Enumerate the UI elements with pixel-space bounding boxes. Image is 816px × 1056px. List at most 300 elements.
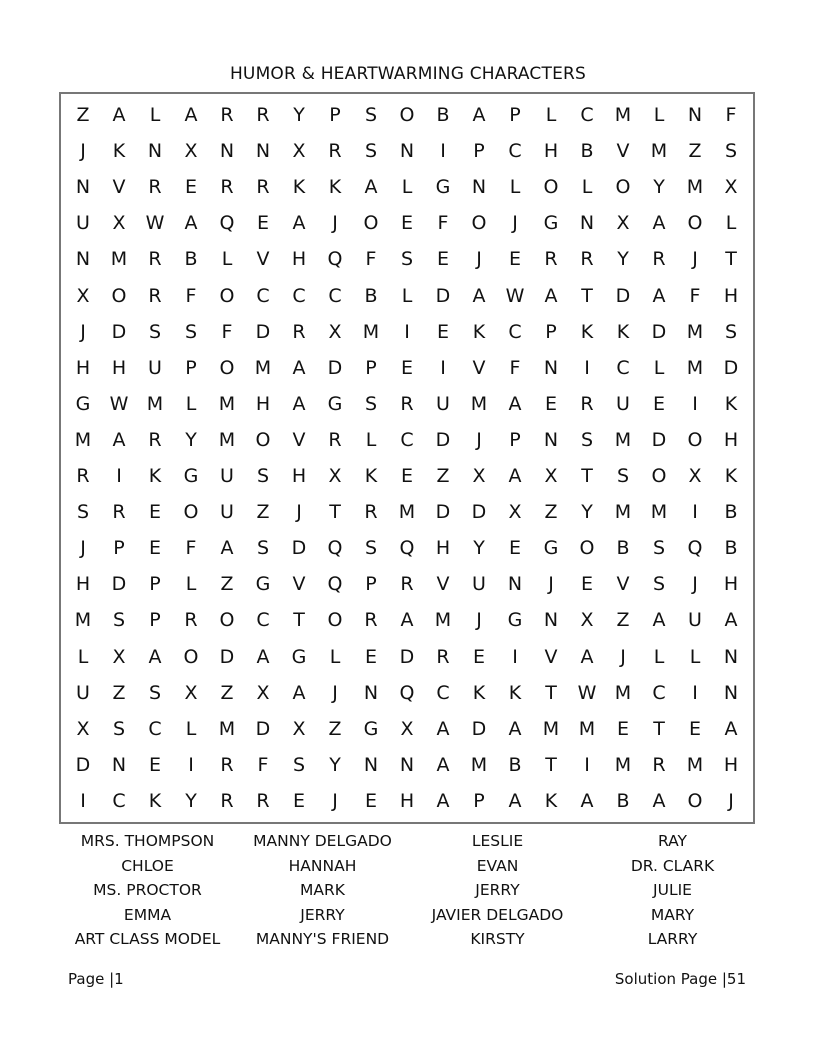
grid-letter: E [652, 392, 665, 415]
grid-letter: R [292, 320, 306, 343]
grid-letter: R [220, 176, 234, 199]
grid-letter: R [436, 645, 450, 668]
grid-letter: V [616, 573, 630, 596]
grid-letter: D [111, 573, 127, 596]
grid-letter: I [512, 645, 518, 668]
grid-letter: L [365, 428, 377, 451]
grid-letter: L [221, 248, 233, 271]
grid-letter: Y [185, 428, 197, 451]
grid-letter: F [257, 753, 269, 776]
grid-letter: C [436, 681, 450, 704]
grid-letter: K [328, 176, 342, 199]
grid-letter: K [148, 789, 162, 812]
grid-letter: U [76, 681, 90, 704]
grid-letter: F [437, 212, 449, 235]
grid-letter: K [472, 320, 486, 343]
grid-letter: M [74, 609, 92, 632]
grid-letter: D [471, 501, 487, 524]
grid-letter: A [508, 392, 522, 415]
grid-letter: I [584, 753, 590, 776]
grid-letter: F [185, 537, 197, 560]
grid-letter: D [327, 356, 343, 379]
grid-letter: N [363, 753, 379, 776]
grid-letter: E [400, 212, 413, 235]
grid-letter: A [292, 392, 306, 415]
page-title: HUMOR & HEARTWARMING CHARACTERS [229, 64, 587, 84]
grid-letter: C [508, 140, 522, 163]
grid-letter: D [255, 320, 271, 343]
word-list-item: JERRY [475, 881, 520, 899]
grid-letter: T [329, 501, 341, 524]
grid-letter: S [112, 717, 126, 740]
grid-letter: Z [76, 104, 90, 127]
grid-letter: T [545, 753, 557, 776]
grid-letter: S [364, 392, 378, 415]
grid-letter: E [184, 176, 197, 199]
grid-letter: A [508, 789, 522, 812]
grid-letter: X [184, 681, 198, 704]
grid-letter: N [399, 140, 415, 163]
grid-letter: N [687, 104, 703, 127]
grid-letter: M [686, 176, 704, 199]
grid-letter: A [220, 537, 234, 560]
grid-letter: T [725, 248, 737, 271]
grid-letter: R [652, 248, 666, 271]
grid-letter: F [689, 284, 701, 307]
grid-letter: C [580, 104, 594, 127]
grid-letter: A [472, 104, 486, 127]
grid-letter: C [256, 284, 270, 307]
grid-letter: O [183, 501, 199, 524]
grid-letter: Q [687, 537, 703, 560]
grid-letter: S [724, 320, 738, 343]
grid-letter: M [650, 140, 668, 163]
grid-letter: O [363, 212, 379, 235]
grid-letter: G [507, 609, 523, 632]
grid-letter: V [544, 645, 558, 668]
grid-letter: N [723, 645, 739, 668]
grid-letter: N [579, 212, 595, 235]
grid-letter: S [400, 248, 414, 271]
grid-letter: Z [112, 681, 126, 704]
word-list-item: ART CLASS MODEL [74, 930, 221, 948]
grid-letter: J [80, 320, 86, 343]
grid-letter: S [364, 140, 378, 163]
grid-letter: E [148, 501, 161, 524]
grid-letter: W [109, 392, 129, 415]
grid-letter: H [435, 537, 451, 560]
word-list-item: MS. PROCTOR [93, 881, 202, 899]
grid-letter: C [616, 356, 630, 379]
grid-letter: U [472, 573, 486, 596]
grid-letter: Z [220, 573, 234, 596]
grid-letter: A [436, 717, 450, 740]
grid-letter: N [723, 681, 739, 704]
grid-letter: J [332, 212, 338, 235]
grid-letter: D [291, 537, 307, 560]
grid-letter: P [365, 573, 377, 596]
grid-letter: F [365, 248, 377, 271]
grid-letter: X [688, 465, 702, 488]
grid-letter: Z [616, 609, 630, 632]
word-list-item: MRS. THOMPSON [80, 832, 215, 850]
grid-letter: K [508, 681, 522, 704]
grid-letter: U [220, 465, 234, 488]
grid-letter: I [692, 681, 698, 704]
grid-letter: J [692, 573, 698, 596]
grid-letter: M [686, 320, 704, 343]
grid-letter: M [650, 501, 668, 524]
grid-letter: W [577, 681, 597, 704]
word-list-item: MANNY DELGADO [253, 832, 392, 850]
grid-letter: I [116, 465, 122, 488]
grid-letter: C [292, 284, 306, 307]
word-search-grid-box [59, 92, 755, 824]
grid-letter: H [291, 465, 307, 488]
grid-letter: M [110, 248, 128, 271]
grid-letter: L [185, 717, 197, 740]
grid-letter: O [579, 537, 595, 560]
grid-letter: O [183, 645, 199, 668]
grid-letter: E [544, 392, 557, 415]
grid-letter: V [292, 428, 306, 451]
grid-letter: V [256, 248, 270, 271]
grid-letter: A [436, 753, 450, 776]
grid-letter: R [364, 501, 378, 524]
grid-letter: D [75, 753, 91, 776]
grid-letter: J [332, 681, 338, 704]
grid-letter: D [435, 284, 451, 307]
word-list-item: MANNY'S FRIEND [255, 930, 390, 948]
grid-letter: T [581, 284, 593, 307]
grid-letter: A [112, 428, 126, 451]
grid-letter: B [724, 537, 738, 560]
grid-letter: N [543, 356, 559, 379]
grid-letter: X [580, 609, 594, 632]
word-list-item: CHLOE [121, 856, 174, 875]
grid-letter: A [184, 104, 198, 127]
grid-letter: Q [399, 537, 415, 560]
grid-letter: M [614, 104, 632, 127]
grid-letter: O [219, 609, 235, 632]
grid-letter: X [724, 176, 738, 199]
grid-letter: H [255, 392, 271, 415]
grid-letter: X [544, 465, 558, 488]
grid-letter: J [476, 248, 482, 271]
grid-letter: B [364, 284, 378, 307]
grid-letter: A [508, 465, 522, 488]
grid-letter: B [724, 501, 738, 524]
grid-letter: P [149, 573, 161, 596]
grid-letter: I [440, 140, 446, 163]
word-search-grid [61, 94, 753, 822]
grid-letter: N [363, 681, 379, 704]
grid-letter: E [292, 789, 305, 812]
grid-letter: X [508, 501, 522, 524]
grid-letter: N [219, 140, 235, 163]
grid-letter: T [581, 465, 593, 488]
grid-letter: G [363, 717, 379, 740]
grid-letter: O [687, 428, 703, 451]
grid-letter: S [724, 140, 738, 163]
grid-letter: E [580, 573, 593, 596]
grid-letter: Z [544, 501, 558, 524]
grid-letter: K [616, 320, 630, 343]
grid-letter: R [580, 392, 594, 415]
grid-letter: E [616, 717, 629, 740]
word-list-item: KIRSTY [470, 930, 525, 948]
grid-letter: M [362, 320, 380, 343]
grid-letter: U [436, 392, 450, 415]
grid-letter: O [219, 284, 235, 307]
grid-letter: A [652, 284, 666, 307]
grid-letter: H [723, 573, 739, 596]
grid-letter: K [472, 681, 486, 704]
grid-letter: I [692, 501, 698, 524]
grid-letter: J [332, 789, 338, 812]
grid-letter: M [614, 501, 632, 524]
grid-letter: D [471, 717, 487, 740]
grid-letter: X [112, 645, 126, 668]
grid-letter: H [399, 789, 415, 812]
grid-letter: S [256, 465, 270, 488]
grid-letter: B [508, 753, 522, 776]
grid-letter: A [292, 212, 306, 235]
grid-letter: A [508, 717, 522, 740]
grid-letter: N [255, 140, 271, 163]
grid-letter: O [651, 465, 667, 488]
grid-letter: K [724, 465, 738, 488]
grid-letter: O [471, 212, 487, 235]
word-list-item: JERRY [300, 905, 345, 924]
grid-letter: C [148, 717, 162, 740]
grid-letter: A [148, 645, 162, 668]
grid-letter: Y [617, 248, 629, 271]
grid-letter: I [584, 356, 590, 379]
grid-letter: O [219, 356, 235, 379]
grid-letter: G [255, 573, 271, 596]
grid-letter: D [723, 356, 739, 379]
grid-letter: M [614, 753, 632, 776]
grid-letter: U [220, 501, 234, 524]
grid-letter: R [148, 176, 162, 199]
grid-letter: G [75, 392, 91, 415]
grid-letter: J [512, 212, 518, 235]
grid-letter: W [145, 212, 165, 235]
grid-letter: X [328, 465, 342, 488]
grid-letter: P [185, 356, 197, 379]
grid-letter: X [400, 717, 414, 740]
grid-letter: X [472, 465, 486, 488]
grid-letter: E [436, 320, 449, 343]
grid-letter: N [543, 428, 559, 451]
grid-letter: T [293, 609, 305, 632]
grid-letter: M [218, 392, 236, 415]
grid-letter: M [614, 428, 632, 451]
grid-letter: O [687, 212, 703, 235]
grid-letter: Q [327, 573, 343, 596]
grid-letter: F [509, 356, 521, 379]
grid-letter: G [291, 645, 307, 668]
grid-letter: P [545, 320, 557, 343]
grid-letter: Y [653, 176, 665, 199]
grid-letter: E [436, 248, 449, 271]
grid-letter: M [614, 681, 632, 704]
grid-letter: L [689, 645, 701, 668]
grid-letter: O [615, 176, 631, 199]
grid-letter: A [580, 645, 594, 668]
grid-letter: L [581, 176, 593, 199]
grid-letter: S [580, 428, 594, 451]
grid-letter: A [652, 789, 666, 812]
grid-letter: X [292, 717, 306, 740]
grid-letter: Q [327, 537, 343, 560]
grid-letter: C [508, 320, 522, 343]
grid-letter: D [111, 320, 127, 343]
grid-letter: R [400, 573, 414, 596]
grid-letter: X [76, 717, 90, 740]
grid-letter: O [327, 609, 343, 632]
grid-letter: U [148, 356, 162, 379]
grid-letter: C [328, 284, 342, 307]
grid-letter: R [544, 248, 558, 271]
grid-letter: P [509, 428, 521, 451]
grid-letter: L [77, 645, 89, 668]
grid-letter: A [436, 789, 450, 812]
grid-letter: R [652, 753, 666, 776]
grid-letter: D [651, 428, 667, 451]
grid-letter: H [723, 753, 739, 776]
grid-letter: L [185, 392, 197, 415]
grid-letter: R [328, 428, 342, 451]
grid-letter: H [75, 356, 91, 379]
grid-letter: A [580, 789, 594, 812]
grid-letter: L [653, 645, 665, 668]
grid-letter: F [221, 320, 233, 343]
grid-letter: U [76, 212, 90, 235]
grid-letter: M [146, 392, 164, 415]
grid-letter: I [188, 753, 194, 776]
grid-letter: X [328, 320, 342, 343]
grid-letter: N [543, 609, 559, 632]
word-list-item: EMMA [123, 905, 172, 924]
grid-letter: R [256, 789, 270, 812]
grid-letter: M [686, 356, 704, 379]
grid-letter: G [435, 176, 451, 199]
grid-letter: J [296, 501, 302, 524]
grid-letter: N [399, 753, 415, 776]
grid-letter: Q [399, 681, 415, 704]
grid-letter: O [111, 284, 127, 307]
grid-letter: Y [185, 789, 197, 812]
grid-letter: R [112, 501, 126, 524]
word-list-item: HANNAH [288, 856, 357, 875]
grid-letter: R [76, 465, 90, 488]
grid-letter: C [112, 789, 126, 812]
word-list-item: RAY [657, 832, 687, 850]
grid-letter: L [401, 176, 413, 199]
grid-letter: L [149, 104, 161, 127]
grid-letter: V [472, 356, 486, 379]
grid-letter: H [723, 284, 739, 307]
word-list-item: JAVIER DELGADO [431, 905, 564, 924]
grid-letter: K [292, 176, 306, 199]
grid-letter: M [254, 356, 272, 379]
grid-letter: K [724, 392, 738, 415]
grid-letter: K [112, 140, 126, 163]
grid-letter: Z [436, 465, 450, 488]
grid-letter: J [548, 573, 554, 596]
grid-letter: K [364, 465, 378, 488]
grid-letter: D [219, 645, 235, 668]
grid-letter: H [723, 428, 739, 451]
grid-letter: U [688, 609, 702, 632]
grid-letter: R [220, 104, 234, 127]
grid-letter: R [256, 176, 270, 199]
grid-letter: H [75, 573, 91, 596]
grid-letter: S [76, 501, 90, 524]
grid-letter: D [615, 284, 631, 307]
grid-letter: V [292, 573, 306, 596]
grid-letter: X [76, 284, 90, 307]
grid-letter: G [543, 537, 559, 560]
grid-letter: O [255, 428, 271, 451]
grid-letter: P [113, 537, 125, 560]
word-list-item: MARK [300, 881, 345, 899]
grid-letter: R [148, 284, 162, 307]
grid-letter: J [80, 537, 86, 560]
grid-letter: R [148, 248, 162, 271]
grid-letter: T [545, 681, 557, 704]
grid-letter: S [364, 104, 378, 127]
solution-page-number: Solution Page |51 [614, 970, 746, 988]
grid-letter: K [580, 320, 594, 343]
grid-letter: P [149, 609, 161, 632]
grid-letter: B [436, 104, 450, 127]
grid-letter: E [400, 465, 413, 488]
grid-letter: P [329, 104, 341, 127]
grid-letter: V [112, 176, 126, 199]
grid-letter: D [399, 645, 415, 668]
grid-letter: B [616, 537, 630, 560]
word-list-item: LARRY [647, 930, 698, 948]
grid-letter: E [364, 645, 377, 668]
grid-letter: R [328, 140, 342, 163]
grid-letter: N [75, 248, 91, 271]
grid-letter: M [578, 717, 596, 740]
grid-letter: R [184, 609, 198, 632]
grid-letter: Y [581, 501, 593, 524]
grid-letter: M [470, 392, 488, 415]
grid-letter: F [185, 284, 197, 307]
grid-letter: M [434, 609, 452, 632]
grid-letter: A [724, 717, 738, 740]
grid-letter: R [220, 789, 234, 812]
grid-letter: M [470, 753, 488, 776]
grid-letter: X [112, 212, 126, 235]
grid-letter: S [148, 320, 162, 343]
grid-letter: O [399, 104, 415, 127]
grid-letter: M [398, 501, 416, 524]
grid-letter: K [148, 465, 162, 488]
grid-letter: V [436, 573, 450, 596]
grid-letter: Q [327, 248, 343, 271]
grid-letter: D [255, 717, 271, 740]
grid-letter: E [508, 537, 521, 560]
grid-letter: B [580, 140, 594, 163]
grid-letter: M [218, 717, 236, 740]
grid-letter: S [292, 753, 306, 776]
